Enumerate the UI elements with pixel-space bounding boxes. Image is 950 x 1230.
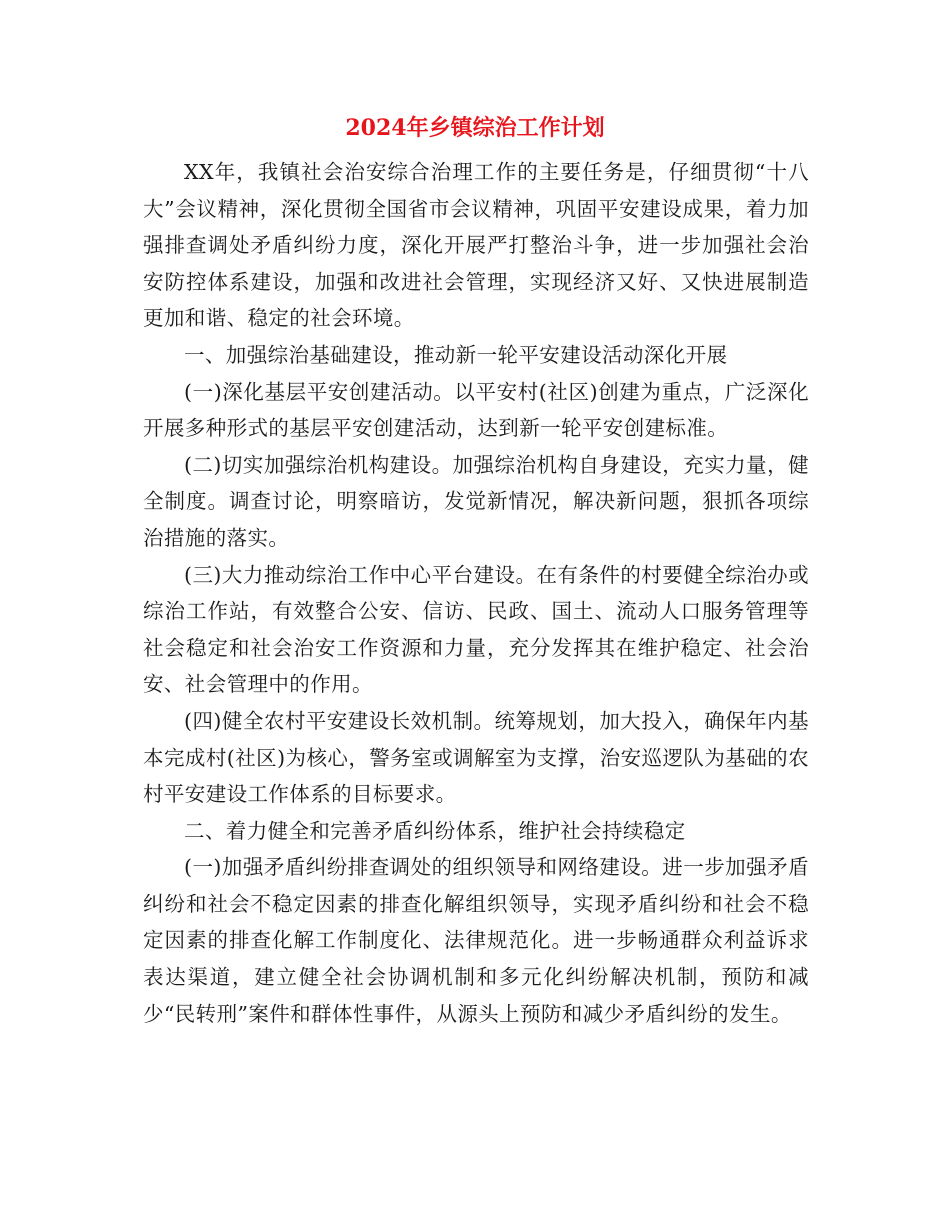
section-heading-2: 二、着力健全和完善矛盾纠纷体系，维护社会持续稳定 [184, 818, 686, 843]
section-heading-1: 一、加强综治基础建设，推动新一轮平安建设活动深化开展 [184, 342, 728, 367]
paragraph-2-1: (一)加强矛盾纠纷排查调处的组织领导和网络建设。进一步加强矛盾纠纷和社会不稳定因素的排查化解组织领导，实现矛盾纠纷和社会不稳定因素的排查化解工作制度化、法律规范化。进一步畅通群众利益诉求表达渠道，建立健全社会协调机制和多元化纠纷解决机制，预防和减少“民转刑”案件和群体性事件，从源头上预防和减少矛盾纠纷的发生。 [143, 855, 809, 1026]
paragraph-1-2: (二)切实加强综治机构建设。加强综治机构自身建设，充实力量，健全制度。调查讨论，明察暗访，发觉新情况，解决新问题，狠抓各项综治措施的落实。 [143, 452, 809, 550]
paragraph-1-4: (四)健全农村平安建设长效机制。统筹规划，加大投入，确保年内基本完成村(社区)为核心，警务室或调解室为支撑，治安巡逻队为基础的农村平安建设工作体系的目标要求。 [143, 708, 809, 807]
document-body [143, 154, 809, 1032]
document-title: 2024年乡镇综治工作计划 [345, 115, 605, 141]
paragraph-intro: XX年，我镇社会治安综合治理工作的主要任务是，仔细贯彻“十八大”会议精神，深化贯彻全国省市会议精神，巩固平安建设成果，着力加强排查调处矛盾纠纷力度，深化开展严打整治斗争，进一步加强社会治安防控体系建设，加强和改进社会管理，实现经济又好、又快进展制造更加和谐、稳定的社会环境。 [143, 160, 809, 331]
paragraph-1-1: (一)深化基层平安创建活动。以平安村(社区)创建为重点，广泛深化开展多种形式的基层平安创建活动，达到新一轮平安创建标准。 [143, 379, 809, 441]
paragraph-1-3: (三)大力推动综治工作中心平台建设。在有条件的村要健全综治办或综治工作站，有效整合公安、信访、民政、国土、流动人口服务管理等社会稳定和社会治安工作资源和力量，充分发挥其在维护稳定、社会治安、社会管理中的作用。 [143, 562, 809, 697]
